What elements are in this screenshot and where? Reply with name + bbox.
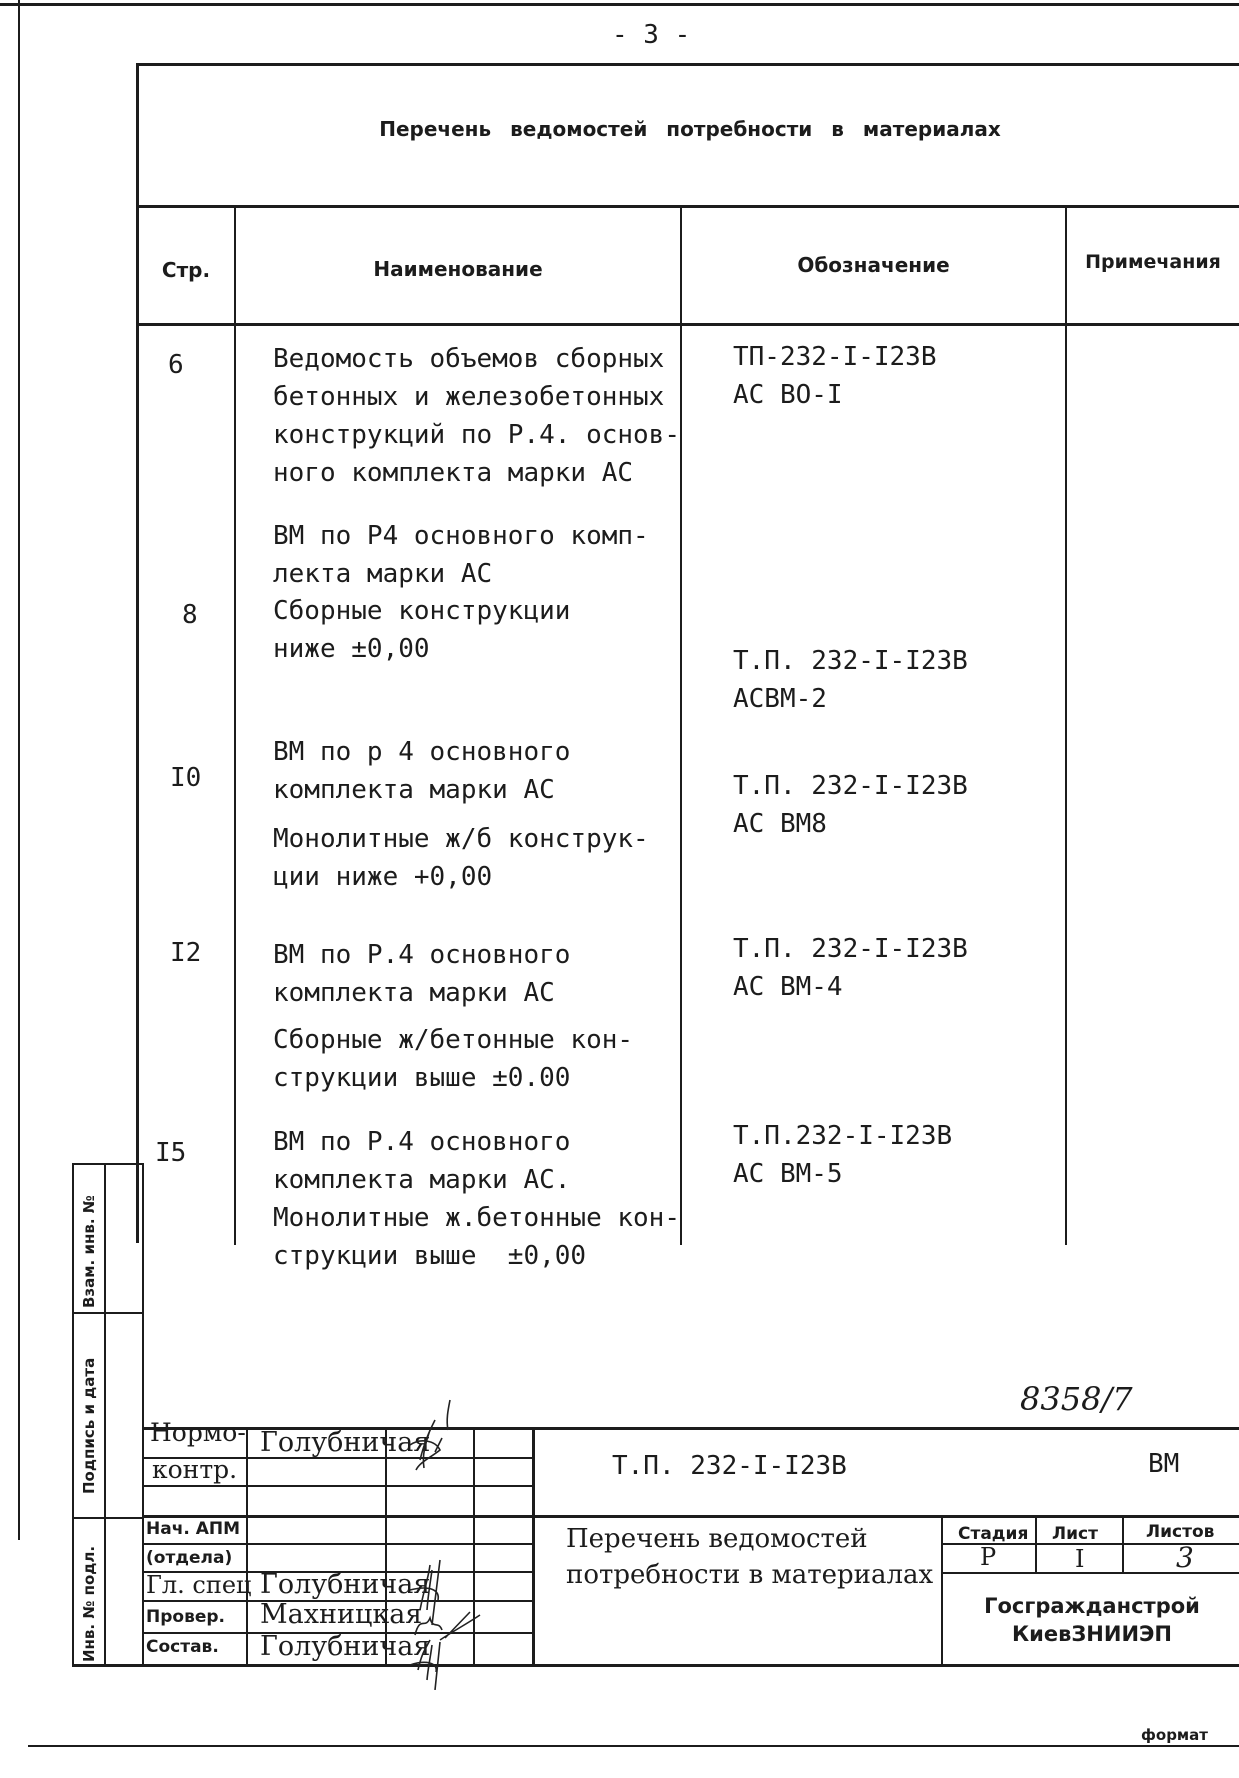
col-divider-3 xyxy=(1065,205,1067,1245)
name-chief: Голубничая xyxy=(260,1569,431,1600)
margin-strip-inner xyxy=(104,1163,106,1666)
stage-label: Стадия xyxy=(958,1524,1029,1544)
row-designation: ТП-232-I-I23В АС ВО-I xyxy=(733,342,937,410)
margin-label-inv-orig: Инв. № подл. xyxy=(80,1545,98,1662)
bottom-frame-line xyxy=(28,1745,1239,1747)
top-frame-line xyxy=(0,3,1239,6)
name-check: Махницкая xyxy=(260,1599,423,1630)
stamp-mark: ВМ xyxy=(1148,1449,1180,1479)
table-left-border xyxy=(136,63,139,1243)
stamp-doc-code: Т.П. 232-I-I23В xyxy=(612,1451,847,1481)
margin-strip-div2 xyxy=(72,1517,142,1519)
row-page: 8 xyxy=(182,600,198,630)
row-page: I0 xyxy=(170,763,202,793)
row-designation: Т.П.232-I-I23В АС ВМ-5 xyxy=(733,1121,953,1189)
row-designation: Т.П. 232-I-I23В АСВМ-2 xyxy=(733,646,968,714)
stamp-col-role xyxy=(246,1427,248,1667)
margin-label-sign-date: Подпись и дата xyxy=(80,1357,98,1494)
row-name: ВМ по р 4 основного комплекта марки АС xyxy=(273,737,571,805)
signature-marks xyxy=(380,1390,510,1690)
stamp-left-inner xyxy=(142,1427,144,1667)
left-frame-line xyxy=(18,0,20,1540)
stage-value: Р xyxy=(980,1543,997,1571)
handwritten-archive-number: 8358/7 xyxy=(1020,1380,1133,1418)
name-made: Голубничая xyxy=(260,1631,431,1662)
role-norm-2: контр. xyxy=(152,1455,238,1484)
role-head-1: Нач. АПМ xyxy=(146,1519,241,1539)
row-name: ВМ по Р4 основного комп- лекта марки АС xyxy=(273,521,649,589)
row-name: Сборные конструкции ниже ±0,00 xyxy=(273,596,571,664)
table-title: Перечень ведомостей потребности в материалах xyxy=(379,117,1001,141)
role-head-2: (отдела) xyxy=(146,1548,233,1568)
stamp-row-line xyxy=(142,1515,1239,1518)
row-page: I2 xyxy=(170,938,202,968)
title-bottom-border xyxy=(136,205,1239,208)
margin-strip-top xyxy=(72,1163,142,1165)
name-norm: Голубничая xyxy=(260,1427,431,1458)
row-name: ВМ по Р.4 основного комплекта марки АС xyxy=(273,940,571,1008)
margin-strip-div1 xyxy=(72,1312,142,1314)
stamp-organization: Госгражданстрой КиевЗНИИЭП xyxy=(984,1594,1200,1646)
row-name: Сборные ж/бетонные кон- струкции выше ±0.00 xyxy=(273,1025,634,1093)
role-chief: Гл. спец xyxy=(146,1571,252,1599)
header-notes: Примечания xyxy=(1085,251,1221,273)
header-page: Стр. xyxy=(161,258,211,282)
page-number: - 3 - xyxy=(612,20,691,50)
row-name: ВМ по Р.4 основного комплекта марки АС. Монолитные ж.бетонные кон- струкции выше ±0,00 xyxy=(273,1127,680,1271)
margin-label-replace-inv: Взам. инв. № xyxy=(80,1195,98,1308)
sheet-value: I xyxy=(1075,1545,1085,1573)
sheets-label: Листов xyxy=(1146,1522,1215,1542)
stamp-col-stage xyxy=(941,1515,943,1667)
header-name: Наименование xyxy=(373,257,543,281)
role-check: Провер. xyxy=(146,1607,225,1627)
header-designation: Обозначение xyxy=(797,253,950,277)
sheet-label: Лист xyxy=(1052,1524,1098,1544)
role-norm-1: Нормо- xyxy=(150,1418,246,1447)
row-designation: Т.П. 232-I-I23В АС ВМ-4 xyxy=(733,934,968,1002)
col-divider-1 xyxy=(234,205,236,1245)
stamp-col-main xyxy=(532,1427,535,1667)
table-top-border xyxy=(136,63,1239,66)
row-name: Ведомость объемов сборных бетонных и железобетонных конструкций по Р.4. основ- ного комплекта марки АС xyxy=(273,344,680,488)
row-page: I5 xyxy=(155,1138,187,1168)
stage-grid-line xyxy=(941,1572,1239,1574)
stage-grid-col xyxy=(1122,1515,1124,1574)
row-page: 6 xyxy=(168,350,184,380)
stamp-doc-title: Перечень ведомостей потребности в материалах xyxy=(566,1524,934,1590)
format-label: формат xyxy=(1141,1726,1209,1744)
margin-strip-left xyxy=(72,1163,74,1666)
row-name: Монолитные ж/б конструк- ции ниже +0,00 xyxy=(273,824,649,892)
sheets-value: 3 xyxy=(1176,1541,1194,1574)
col-divider-2 xyxy=(680,205,682,1245)
stage-grid-col xyxy=(1035,1515,1037,1574)
row-designation: Т.П. 232-I-I23В АС ВМ8 xyxy=(733,771,968,839)
header-bottom-border xyxy=(136,323,1239,326)
role-made: Состав. xyxy=(146,1637,219,1657)
